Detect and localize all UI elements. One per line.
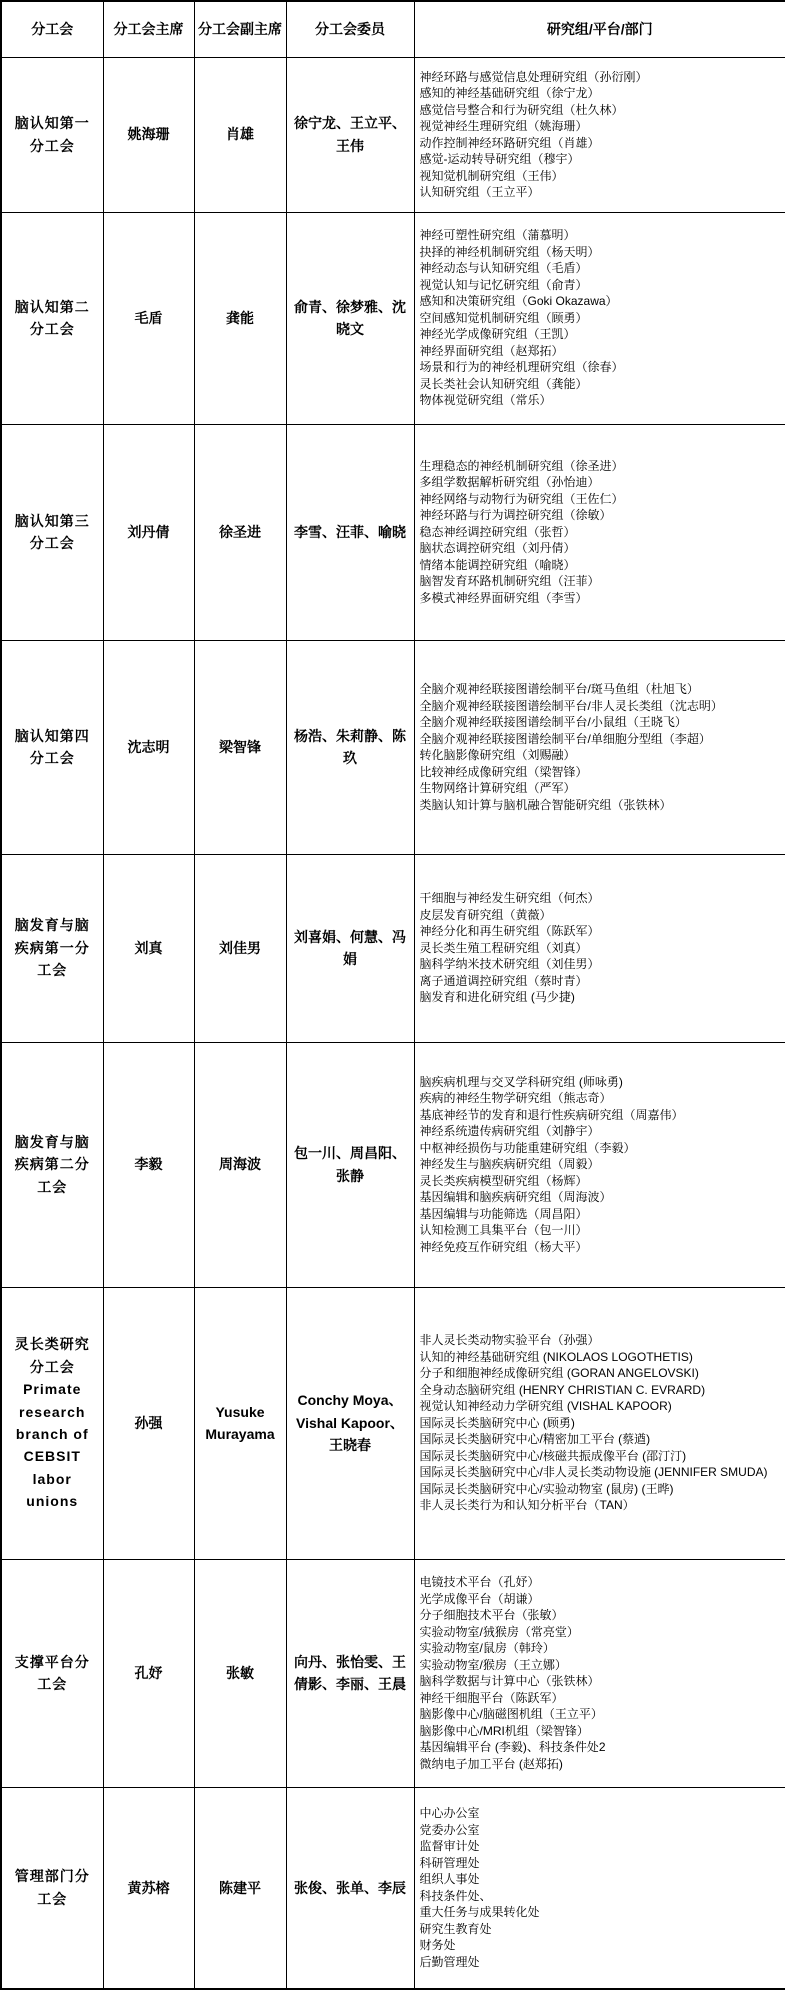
group-line: 认知研究组（王立平） (419, 185, 540, 199)
group-line: 离子通道调控研究组（蔡时青） (419, 973, 588, 988)
table-row (1, 1559, 785, 1787)
group-line: 电镜技术平台（孔妤） (419, 1575, 540, 1589)
group-line: 脑状态调控研究组（刘丹倩） (419, 541, 576, 556)
group-line: 神经动态与认知研究组（毛盾） (419, 261, 588, 276)
group-line: 神经网络与动物行为研究组（王佐仁） (419, 491, 624, 506)
group-line: 神经免疫互作研究组（杨大平） (419, 1239, 588, 1254)
group-line: 视觉神经生理研究组（姚海珊） (419, 119, 588, 133)
group-line: 国际灵长类脑研究中心/非人灵长类动物设施 (JENNIFER SMUDA) (419, 1465, 768, 1480)
committee-cell: 俞青、徐梦雅、沈晓文 (286, 212, 414, 424)
group-line: 神经分化和再生研究组（陈跃军） (419, 924, 600, 939)
group-line: 感觉信号整合和行为研究组（杜久林） (419, 102, 624, 117)
committee-cell: Conchy Moya、Vishal Kapoor、王晓春 (286, 1287, 414, 1559)
table-row (1, 1787, 785, 1989)
groups-cell (414, 212, 785, 424)
groups-cell (414, 1559, 785, 1787)
group-line: 多组学数据解析研究组（孙怡迪） (419, 475, 600, 490)
group-line: 视知觉机制研究组（王伟） (419, 168, 564, 183)
group-line: 转化脑影像研究组（刘赐融） (419, 748, 576, 762)
group-line: 国际灵长类脑研究中心/核磁共振成像平台 (邵汀汀) (419, 1448, 687, 1463)
group-line: 实验动物室/狨猴房（常亮堂） (419, 1624, 579, 1639)
chairman-cell: 孙强 (103, 1287, 194, 1559)
col-header-vice-chairman: 分工会副主席 (194, 1, 286, 57)
group-line: 基底神经节的发育和退行性疾病研究组（周嘉伟） (419, 1107, 684, 1122)
group-line: 脑影像中心/MRI机组（梁智锋） (419, 1723, 589, 1738)
group-line: 干细胞与神经发生研究组（何杰） (419, 891, 600, 906)
union-name-cell: 支撑平台分工会 (1, 1559, 103, 1787)
table-row (1, 854, 785, 1042)
table-row (1, 1287, 785, 1559)
group-line: 国际灵长类脑研究中心 (顾勇) (419, 1415, 575, 1430)
table-row (1, 1042, 785, 1287)
table-row (1, 424, 785, 640)
group-line: 动作控制神经环路研究组（肖雄） (419, 135, 600, 150)
committee-cell: 徐宁龙、王立平、王伟 (286, 57, 414, 212)
groups-cell (414, 424, 785, 640)
group-line: 神经光学成像研究组（王凯） (419, 327, 576, 342)
group-line: 基因编辑和脑疾病研究组（周海波） (419, 1190, 612, 1205)
group-line: 感觉-运动转导研究组（穆宇） (419, 152, 580, 166)
col-header-committee: 分工会委员 (286, 1, 414, 57)
col-header-chairman: 分工会主席 (103, 1, 194, 57)
group-line: 国际灵长类脑研究中心/精密加工平台 (蔡遒) (419, 1432, 651, 1447)
union-name-cell: 脑认知第四分工会 (1, 640, 103, 854)
group-line: 全脑介观神经联接图谱绘制平台/单细胞分型组（李超） (419, 731, 711, 746)
table-header (1, 1, 785, 57)
vice-chairman-cell: 刘佳男 (194, 854, 286, 1042)
committee-cell: 包一川、周昌阳、张静 (286, 1042, 414, 1287)
group-line: 视觉认知神经动力学研究组 (VISHAL KAPOOR) (419, 1399, 672, 1414)
group-line: 皮层发育研究组（黄薇） (419, 907, 552, 922)
group-line: 监督审计处 (419, 1839, 480, 1854)
group-line: 基因编辑与功能筛选（周昌阳） (419, 1206, 588, 1221)
group-line: 物体视觉研究组（常乐） (419, 393, 552, 408)
group-line: 情绪本能调控研究组（喻晓） (419, 557, 576, 572)
group-line: 实验动物室/鼠房（韩玲） (419, 1641, 555, 1655)
group-line: 中枢神经损伤与功能重建研究组（李毅） (419, 1140, 636, 1155)
chairman-cell: 沈志明 (103, 640, 194, 854)
group-line: 国际灵长类脑研究中心/实验动物室 (鼠房) (王晔) (419, 1481, 674, 1496)
group-line: 脑科学纳米技术研究组（刘佳男） (419, 957, 600, 972)
header-row (1, 1, 785, 57)
group-line: 全脑介观神经联接图谱绘制平台/斑马鱼组（杜旭飞） (419, 682, 699, 696)
group-line: 感知和决策研究组（Goki Okazawa） (419, 294, 618, 309)
group-line: 生理稳态的神经机制研究组（徐圣进） (419, 458, 624, 473)
chairman-cell: 毛盾 (103, 212, 194, 424)
chairman-cell: 孔妤 (103, 1559, 194, 1787)
committee-cell: 向丹、张怡雯、王倩影、李丽、王晨 (286, 1559, 414, 1787)
group-line: 科研管理处 (419, 1855, 480, 1870)
vice-chairman-cell: 肖雄 (194, 57, 286, 212)
union-name-cell: 脑发育与脑疾病第二分工会 (1, 1042, 103, 1287)
col-header-union: 分工会 (1, 1, 103, 57)
table-body (1, 57, 785, 1989)
chairman-cell: 刘真 (103, 854, 194, 1042)
vice-chairman-cell: 龚能 (194, 212, 286, 424)
group-line: 非人灵长类动物实验平台（孙强） (419, 1333, 600, 1348)
group-line: 视觉认知与记忆研究组（俞青） (419, 277, 588, 292)
group-line: 稳态神经调控研究组（张哲） (419, 524, 576, 539)
group-line: 脑发育和进化研究组 (马少捷) (419, 990, 575, 1005)
group-line: 感知的神经基础研究组（徐宁龙） (419, 86, 600, 100)
group-line: 脑智发育环路机制研究组（汪菲） (419, 574, 600, 589)
group-line: 比较神经成像研究组（梁智锋） (419, 764, 588, 779)
group-line: 全脑介观神经联接图谱绘制平台/小鼠组（王晓飞） (419, 715, 687, 729)
chairman-cell: 姚海珊 (103, 57, 194, 212)
chairman-cell: 黄苏榕 (103, 1787, 194, 1989)
group-line: 疾病的神经生物学研究组（熊志奇） (419, 1091, 612, 1106)
chairman-cell: 李毅 (103, 1042, 194, 1287)
groups-cell (414, 1287, 785, 1559)
groups-cell (414, 854, 785, 1042)
group-line: 微纳电子加工平台 (赵郑拓) (419, 1756, 563, 1771)
group-line: 党委办公室 (419, 1822, 480, 1837)
groups-cell (414, 57, 785, 212)
group-line: 多模式神经界面研究组（李雪） (419, 590, 588, 605)
group-line: 灵长类社会认知研究组（龚能） (419, 376, 588, 391)
group-line: 抉择的神经机制研究组（杨天明） (419, 244, 600, 259)
group-line: 神经干细胞平台（陈跃军） (419, 1690, 564, 1705)
group-line: 灵长类生殖工程研究组（刘真） (419, 940, 588, 955)
group-line: 脑科学数据与计算中心（张铁林） (419, 1674, 600, 1688)
group-line: 神经系统遗传病研究组（刘静宇） (419, 1124, 600, 1139)
group-line: 脑影像中心/脑磁图机组（王立平） (419, 1707, 603, 1721)
vice-chairman-cell: 陈建平 (194, 1787, 286, 1989)
groups-cell (414, 1042, 785, 1287)
group-line: 中心办公室 (419, 1806, 480, 1821)
vice-chairman-cell: Yusuke Murayama (194, 1287, 286, 1559)
vice-chairman-cell: 徐圣进 (194, 424, 286, 640)
group-line: 类脑认知计算与脑机融合智能研究组（张铁林） (419, 797, 672, 812)
group-line: 非人灵长类行为和认知分析平台（TAN） (419, 1498, 635, 1513)
committee-cell: 李雪、汪菲、喻晓 (286, 424, 414, 640)
group-line: 场景和行为的神经机理研究组（徐春） (419, 360, 624, 375)
groups-cell (414, 640, 785, 854)
union-name-cell: 管理部门分工会 (1, 1787, 103, 1989)
committee-cell: 刘喜娟、何慧、冯娟 (286, 854, 414, 1042)
group-line: 基因编辑平台 (李毅)、科技条件处2 (419, 1740, 606, 1754)
table-row (1, 57, 785, 212)
group-line: 认知的神经基础研究组 (NIKOLAOS LOGOTHETIS) (419, 1349, 693, 1364)
group-line: 全身动态脑研究组 (HENRY CHRISTIAN C. EVRARD) (419, 1382, 706, 1397)
table-row (1, 640, 785, 854)
group-line: 重大任务与成果转化处 (419, 1905, 540, 1920)
vice-chairman-cell: 周海波 (194, 1042, 286, 1287)
group-line: 生物网络计算研究组（严军） (419, 781, 576, 795)
group-line: 神经环路与行为调控研究组（徐敏） (419, 508, 612, 523)
vice-chairman-cell: 张敏 (194, 1559, 286, 1787)
group-line: 分子和细胞神经成像研究组 (GORAN ANGELOVSKI) (419, 1366, 699, 1381)
group-line: 研究生教育处 (419, 1921, 492, 1936)
group-line: 全脑介观神经联接图谱绘制平台/非人灵长类组（沈志明） (419, 698, 723, 713)
group-line: 神经可塑性研究组（蒲慕明） (419, 228, 576, 243)
vice-chairman-cell: 梁智锋 (194, 640, 286, 854)
group-line: 神经发生与脑疾病研究组（周毅） (419, 1157, 600, 1172)
table-row (1, 212, 785, 424)
group-line: 空间感知觉机制研究组（顾勇） (419, 310, 588, 325)
union-name-cell: 脑认知第一分工会 (1, 57, 103, 212)
group-line: 财务处 (419, 1938, 456, 1953)
union-name-cell: 灵长类研究分工会 Primate research branch of CEBSIT labor unions (1, 1287, 103, 1559)
union-name-cell: 脑认知第三分工会 (1, 424, 103, 640)
union-name-cell: 脑认知第二分工会 (1, 212, 103, 424)
groups-cell (414, 1787, 785, 1989)
group-line: 实验动物室/猴房（王立娜） (419, 1657, 567, 1672)
group-line: 脑疾病机理与交叉学科研究组 (师咏勇) (419, 1074, 623, 1089)
group-line: 光学成像平台（胡谦） (419, 1591, 540, 1606)
group-line: 认知检测工具集平台（包一川） (419, 1223, 588, 1238)
group-line: 神经环路与感觉信息处理研究组（孙衍刚） (419, 69, 648, 84)
union-name-cell: 脑发育与脑疾病第一分工会 (1, 854, 103, 1042)
group-line: 组织人事处 (419, 1872, 480, 1887)
committee-cell: 杨浩、朱莉静、陈玖 (286, 640, 414, 854)
chairman-cell: 刘丹倩 (103, 424, 194, 640)
group-line: 分子细胞技术平台（张敏） (419, 1608, 564, 1622)
col-header-groups: 研究组/平台/部门 (414, 1, 785, 57)
group-line: 灵长类疾病模型研究组（杨辉） (419, 1173, 588, 1188)
group-line: 后勤管理处 (419, 1954, 480, 1969)
committee-cell: 张俊、张单、李辰 (286, 1787, 414, 1989)
group-line: 科技条件处、 (419, 1888, 492, 1903)
group-line: 神经界面研究组（赵郑拓） (419, 343, 564, 358)
